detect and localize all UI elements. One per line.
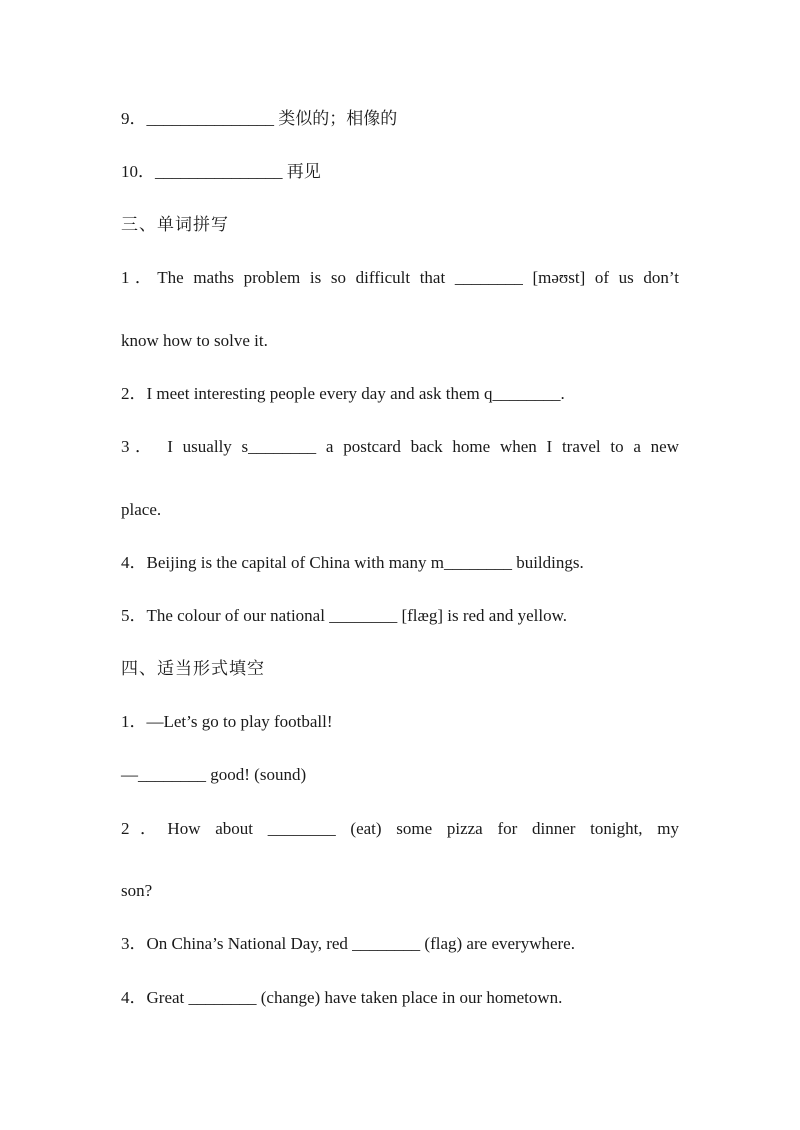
spelling-question-1-line-2: know how to solve it. [121, 331, 268, 350]
fill-question-4: 4．Great ________ (change) have taken place in our hometown. [121, 988, 563, 1007]
spelling-question-1-line-1: 1．The maths problem is so difficult that ________ [məʊst] of us don’t [121, 268, 679, 287]
fill-question-1-line-2: —________ good! (sound) [121, 765, 307, 784]
vocab-item-9: 9．_______________ 类似的；相像的 [121, 109, 398, 128]
fill-question-1-line-1: 1．—Let’s go to play football! [121, 712, 333, 731]
spelling-question-3-line-2: place. [121, 500, 162, 519]
spelling-question-5: 5．The colour of our national ________ [flæg] is red and yellow. [121, 606, 567, 625]
fill-question-3: 3．On China’s National Day, red ________ (flag) are everywhere. [121, 934, 575, 953]
vocab-item-10: 10．_______________ 再见 [121, 162, 321, 181]
spelling-question-4: 4．Beijing is the capital of China with many m________ buildings. [121, 553, 584, 572]
section-heading-spelling: 三、单词拼写 [121, 215, 229, 235]
spelling-question-2: 2．I meet interesting people every day and ask them q________. [121, 384, 565, 403]
fill-question-2-line-1: 2．How about ________ (eat) some pizza for dinner tonight, my [121, 819, 679, 838]
section-heading-fill-in-form: 四、适当形式填空 [121, 659, 265, 679]
spelling-question-3-line-1: 3． I usually s________ a postcard back home when I travel to a new [121, 437, 679, 456]
fill-question-2-line-2: son? [121, 881, 153, 900]
